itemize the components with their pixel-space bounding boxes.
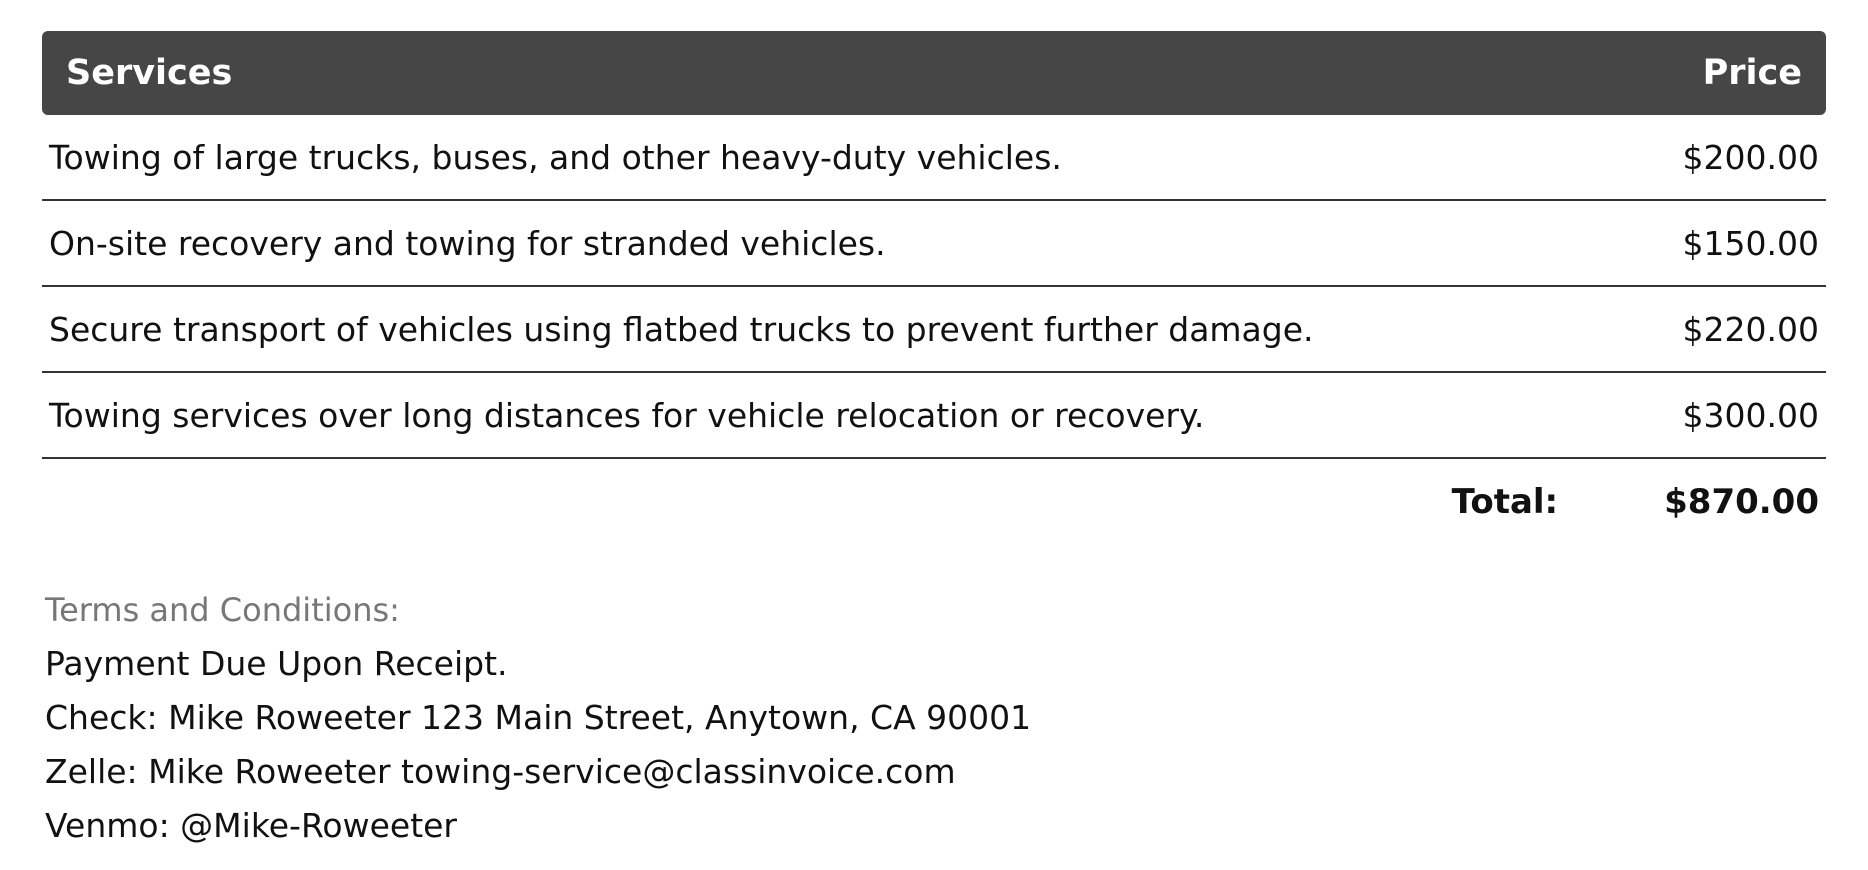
table-row bbox=[42, 287, 1826, 373]
venmo-payment-line: Venmo: @Mike-Roweeter bbox=[45, 806, 458, 845]
services-header: Services bbox=[66, 53, 233, 93]
service-price: $150.00 bbox=[1682, 223, 1819, 263]
table-row bbox=[42, 373, 1826, 459]
terms-and-conditions bbox=[45, 583, 1031, 853]
terms-title: Terms and Conditions: bbox=[45, 591, 400, 629]
total-row bbox=[42, 459, 1826, 545]
service-price: $220.00 bbox=[1682, 309, 1819, 349]
payment-due-line: Payment Due Upon Receipt. bbox=[45, 644, 508, 683]
service-description: Towing services over long distances for vehicle relocation or recovery. bbox=[49, 395, 1205, 435]
table-row bbox=[42, 201, 1826, 287]
table-header bbox=[42, 31, 1826, 115]
table-row bbox=[42, 115, 1826, 201]
service-description: Secure transport of vehicles using flatbed trucks to prevent further damage. bbox=[49, 309, 1314, 349]
service-description: Towing of large trucks, buses, and other heavy-duty vehicles. bbox=[49, 137, 1062, 177]
total-value: $870.00 bbox=[1664, 482, 1819, 522]
zelle-payment-line: Zelle: Mike Roweeter towing-service@classinvoice.com bbox=[45, 752, 956, 791]
services-table bbox=[42, 31, 1826, 545]
service-price: $200.00 bbox=[1682, 137, 1819, 177]
check-payment-line: Check: Mike Roweeter 123 Main Street, Anytown, CA 90001 bbox=[45, 698, 1032, 737]
total-label: Total: bbox=[1451, 482, 1559, 522]
price-header: Price bbox=[1702, 53, 1802, 93]
service-description: On-site recovery and towing for stranded vehicles. bbox=[49, 223, 886, 263]
service-price: $300.00 bbox=[1682, 395, 1819, 435]
